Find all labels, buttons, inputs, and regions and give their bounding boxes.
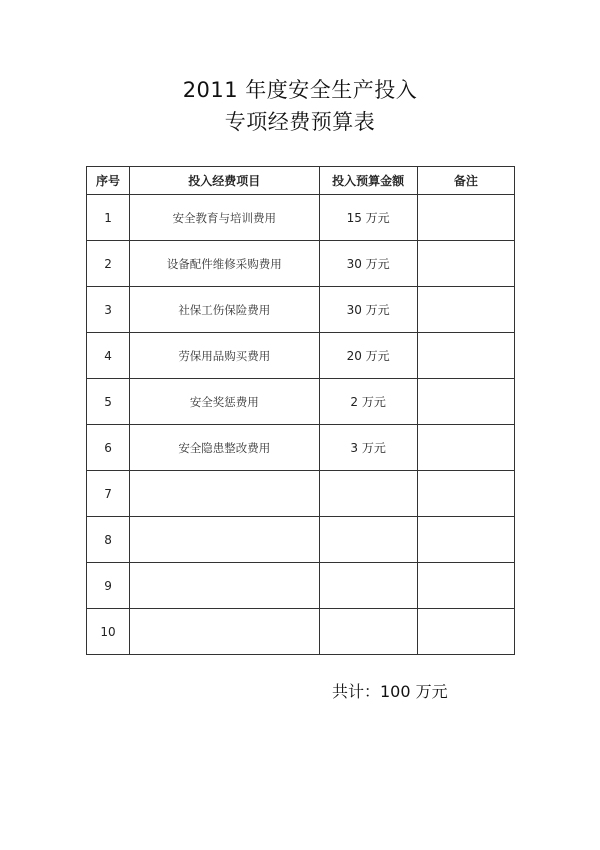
document-subtitle: 专项经费预算表 — [224, 110, 376, 134]
row-item: 安全隐患整改费用 — [130, 425, 319, 471]
row-amount — [319, 563, 417, 609]
row-amount — [319, 517, 417, 563]
row-no: 10 — [87, 609, 130, 655]
row-note — [417, 195, 514, 241]
row-item — [130, 471, 319, 517]
row-note — [417, 333, 514, 379]
row-amount: 20 万元 — [319, 333, 417, 379]
row-no: 5 — [87, 379, 130, 425]
header-no: 序号 — [87, 167, 130, 195]
row-note — [417, 379, 514, 425]
table-row — [87, 517, 515, 563]
budget-table — [86, 166, 515, 655]
row-note — [417, 425, 514, 471]
row-amount: 15 万元 — [319, 195, 417, 241]
row-amount: 3 万元 — [319, 425, 417, 471]
table-row — [87, 425, 515, 471]
row-note — [417, 609, 514, 655]
row-item — [130, 563, 319, 609]
table-row — [87, 287, 515, 333]
row-no: 3 — [87, 287, 130, 333]
row-note — [417, 517, 514, 563]
header-amount: 投入预算金额 — [319, 167, 417, 195]
row-note — [417, 287, 514, 333]
row-no: 2 — [87, 241, 130, 287]
table-row — [87, 379, 515, 425]
row-item: 安全奖惩费用 — [130, 379, 319, 425]
table-row — [87, 471, 515, 517]
row-no: 4 — [87, 333, 130, 379]
table-row — [87, 609, 515, 655]
total-amount: 共计：100 万元 — [332, 682, 448, 701]
row-item — [130, 517, 319, 563]
header-item: 投入经费项目 — [130, 167, 319, 195]
table-row — [87, 241, 515, 287]
row-no: 6 — [87, 425, 130, 471]
row-item: 劳保用品购买费用 — [130, 333, 319, 379]
table-row — [87, 195, 515, 241]
row-amount — [319, 609, 417, 655]
document-title: 2011 年度安全生产投入 — [182, 78, 418, 102]
row-amount — [319, 471, 417, 517]
row-note — [417, 471, 514, 517]
row-no: 1 — [87, 195, 130, 241]
row-note — [417, 241, 514, 287]
row-item: 设备配件维修采购费用 — [130, 241, 319, 287]
table-row — [87, 333, 515, 379]
row-amount: 2 万元 — [319, 379, 417, 425]
row-item: 社保工伤保险费用 — [130, 287, 319, 333]
row-no: 9 — [87, 563, 130, 609]
table-row — [87, 563, 515, 609]
row-note — [417, 563, 514, 609]
row-amount: 30 万元 — [319, 241, 417, 287]
row-no: 7 — [87, 471, 130, 517]
row-no: 8 — [87, 517, 130, 563]
row-amount: 30 万元 — [319, 287, 417, 333]
row-item: 安全教育与培训费用 — [130, 195, 319, 241]
table-header-row — [87, 167, 515, 195]
header-note: 备注 — [417, 167, 514, 195]
row-item — [130, 609, 319, 655]
